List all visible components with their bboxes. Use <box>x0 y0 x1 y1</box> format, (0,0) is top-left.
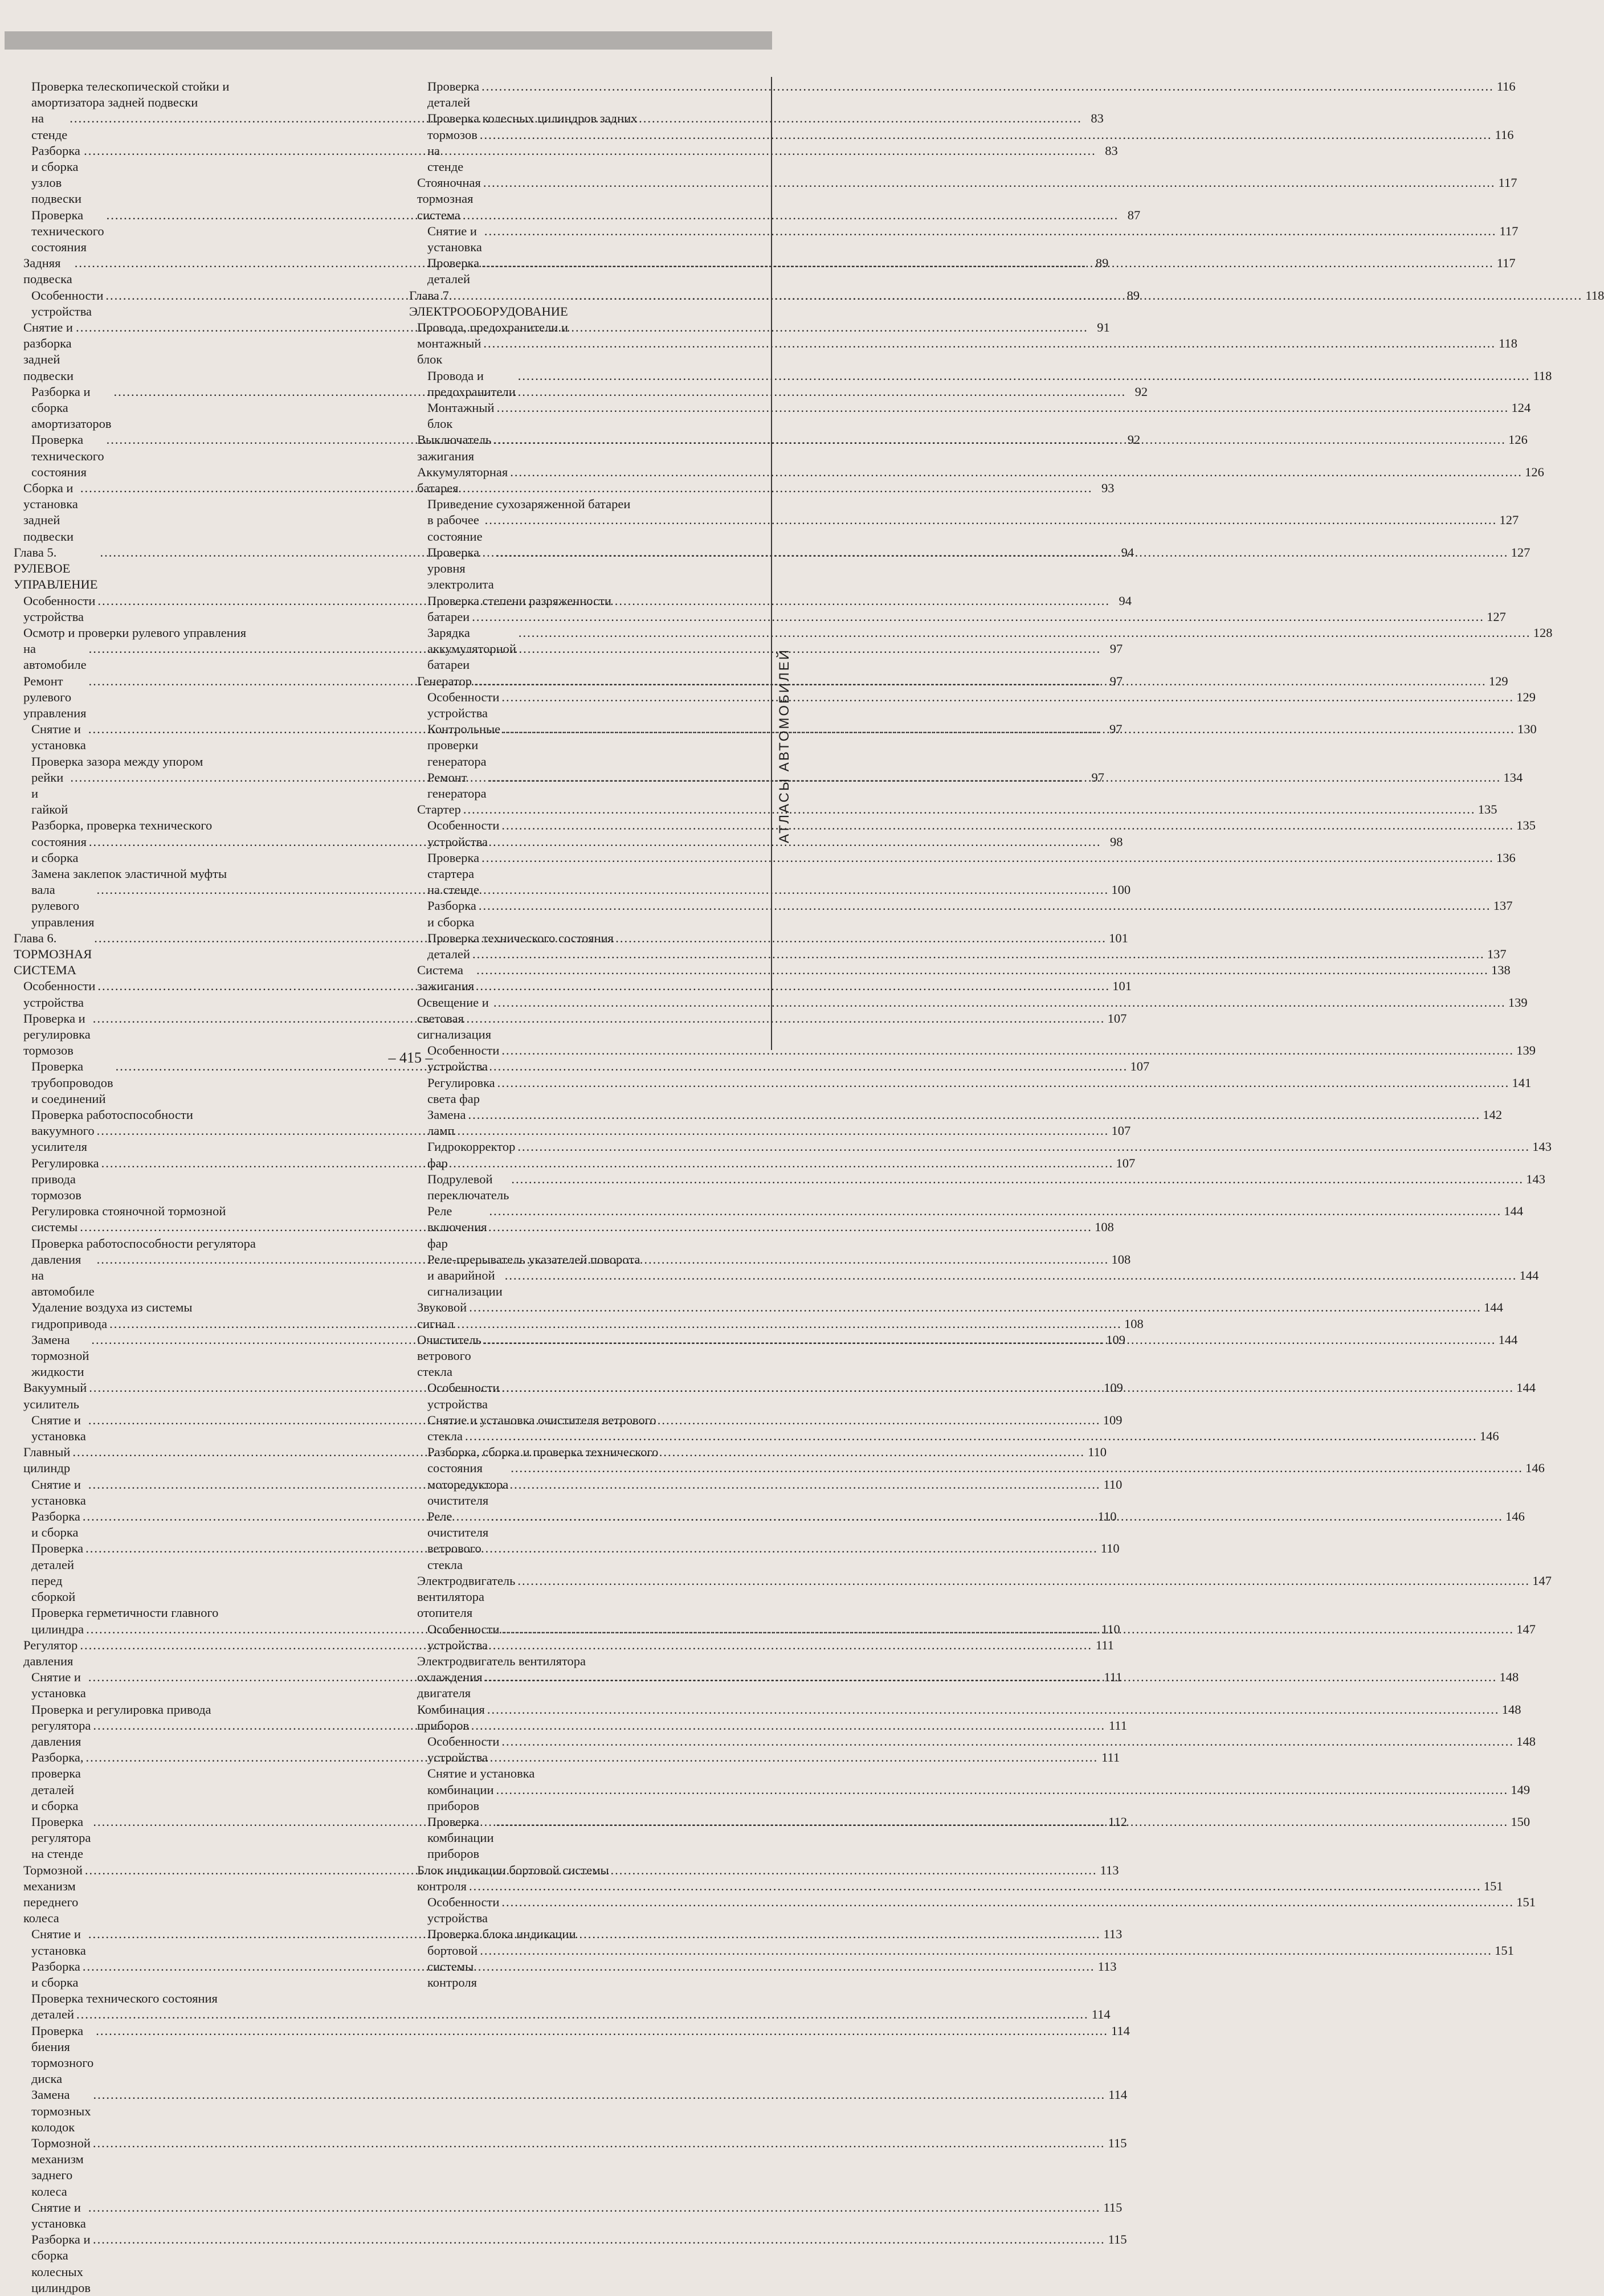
dot-leader <box>93 2232 1105 2248</box>
dot-leader <box>496 1814 1508 1830</box>
dot-leader <box>489 770 1501 786</box>
toc-entry-title-line: Комбинация приборов <box>417 1702 485 1733</box>
toc-page-number: 97 <box>1109 673 1123 688</box>
toc-entry-title-line: Разборка и сборка амортизаторов <box>31 384 112 431</box>
toc-entry <box>14 2200 1123 2232</box>
dot-leader <box>511 1171 1524 1187</box>
toc-entry-title-line: Снятие и установка <box>427 223 482 255</box>
toc-page-number: 110 <box>1088 1445 1107 1460</box>
toc-entry-title-line: давления на автомобиле <box>31 1252 95 1299</box>
toc-entry-title-line: Проверка и регулировка привода <box>31 1702 211 1717</box>
toc-entry-title-line: батареи <box>427 609 470 624</box>
toc-entry-title-line: стекла <box>427 1429 463 1444</box>
toc-entry-title-line: Проверка деталей <box>427 79 480 110</box>
toc-page-number: 117 <box>1499 223 1519 238</box>
toc-page-number: 107 <box>1107 1011 1127 1026</box>
toc-entry-title-line: Проверка технического состояния <box>31 1991 218 2006</box>
toc-entry-title-line: гидропривода <box>31 1316 108 1331</box>
toc-entry <box>409 1894 1536 1926</box>
toc-entry-title-line: Система зажигания <box>417 963 475 994</box>
toc-entry-title-line: Очиститель ветрового стекла <box>417 1332 481 1379</box>
toc-entry-title-line: Снятие и установка <box>31 1927 86 1958</box>
toc-entry-title-line: состояния моторедуктора очистителя <box>427 1461 509 1507</box>
toc-page-number: 110 <box>1100 1541 1120 1556</box>
toc-entry-title-line: деталей <box>31 2007 74 2022</box>
toc-entry-title-line: Глава 7. ЭЛЕКТРООБОРУДОВАНИЕ <box>409 288 568 318</box>
toc-entry-title-line: Сборка и установка задней подвески <box>23 481 78 544</box>
toc-page-number: 126 <box>1508 432 1528 447</box>
toc-entry-title-line: Проверка деталей <box>427 256 480 287</box>
dot-leader <box>484 223 1497 239</box>
toc-page-number: 98 <box>1110 834 1123 849</box>
toc-entry-title-line: Проверка технического состояния <box>31 207 104 255</box>
toc-page-number: 148 <box>1516 1734 1536 1748</box>
toc-entry-title-line: Приведение сухозаряженной батареи <box>427 497 631 512</box>
toc-page-number: 141 <box>1512 1075 1532 1090</box>
toc-page-number: 113 <box>1103 1927 1123 1942</box>
toc-entry-title-line: регулятора давления <box>31 1718 91 1748</box>
toc-entry-title-line: Провода и предохранители <box>427 368 516 399</box>
toc-page-number: 148 <box>1501 1702 1521 1717</box>
toc-page-number: 118 <box>1533 368 1552 383</box>
toc-entry <box>14 2023 1130 2087</box>
vertical-divider <box>771 77 772 1050</box>
dot-leader <box>485 1669 1497 1685</box>
toc-entry-title-line: Особенности устройства <box>427 1043 500 1074</box>
toc-entry-title-line: Проверка уровня электролита <box>427 545 494 592</box>
toc-entry-title-line: Проверка зазора между упором <box>31 754 203 769</box>
dot-leader <box>463 802 1476 818</box>
toc-entry-title-line: в рабочее состояние <box>427 513 483 544</box>
dot-leader <box>518 368 1530 384</box>
toc-page-number: 137 <box>1493 898 1513 913</box>
toc-entry <box>409 1171 1546 1203</box>
toc-page-number: 127 <box>1511 545 1530 559</box>
toc-page-number: 118 <box>1499 336 1517 351</box>
toc-entry-title-line: Удаление воздуха из системы <box>31 1300 193 1315</box>
toc-entry-title-line: монтажный блок <box>417 336 481 367</box>
dot-leader <box>465 1428 1478 1444</box>
dot-leader <box>517 1139 1530 1155</box>
toc-page-number: 92 <box>1134 384 1148 399</box>
toc-page-number: 100 <box>1111 883 1131 897</box>
header-band <box>5 31 772 50</box>
toc-entry-title-line: Проверка регулятора на стенде <box>31 1814 91 1861</box>
toc-entry-title-line: Особенности устройства <box>31 288 104 318</box>
toc-entry-title-line: Зарядка аккумуляторной батареи <box>427 625 516 672</box>
toc-entry-title-line: и аварийной сигнализации <box>427 1268 503 1299</box>
toc-entry-title-line: Проверка герметичности главного <box>31 1605 219 1620</box>
toc-entry <box>409 400 1531 432</box>
toc-entry-title-line: контроля <box>417 1878 467 1893</box>
toc-entry-title-line: Особенности устройства <box>23 979 96 1010</box>
toc-page-number: 147 <box>1532 1573 1552 1588</box>
dot-leader <box>517 1573 1530 1589</box>
toc-page-number: 115 <box>1103 2200 1123 2215</box>
toc-entry-title-line: Разборка и сборка <box>31 1959 80 1989</box>
toc-page-number: 114 <box>1111 2023 1130 2038</box>
dot-leader <box>474 673 1487 689</box>
toc-page-number: 118 <box>1585 288 1604 303</box>
toc-page-number: 137 <box>1487 946 1507 961</box>
toc-page-number: 94 <box>1121 545 1134 559</box>
toc-entry-title-line: Освещение и световая сигнализация <box>417 995 492 1041</box>
toc-page-number: 92 <box>1127 432 1141 447</box>
toc-page-number: 149 <box>1511 1782 1530 1797</box>
toc-entry <box>409 1573 1552 1621</box>
dot-leader <box>484 1332 1496 1348</box>
toc-entry-title-line: Проверка блока индикации <box>427 1927 576 1942</box>
toc-entry-title-line: деталей <box>427 946 470 961</box>
toc-entry-title-line: Проверка комбинации приборов <box>427 1814 494 1861</box>
toc-page-number: 135 <box>1516 818 1536 833</box>
toc-entry-title-line: Блок индикации бортовой системы <box>417 1862 609 1877</box>
toc-page-number: 109 <box>1103 1412 1123 1427</box>
toc-page-number: 144 <box>1519 1268 1539 1283</box>
dot-leader <box>469 1300 1481 1315</box>
toc-entry-title-line: Контрольные проверки генератора <box>427 722 501 769</box>
toc-page-number: 83 <box>1091 111 1104 126</box>
dot-leader <box>501 1621 1514 1637</box>
dot-leader <box>501 689 1514 705</box>
toc-entry-title-line: Электродвигатель вентилятора отопителя <box>417 1573 516 1620</box>
dot-leader <box>491 1509 1503 1525</box>
toc-page-number: 89 <box>1127 288 1140 303</box>
toc-page-number: 112 <box>1108 1814 1127 1829</box>
toc-entry-title-line: Проверка работоспособности регулятора <box>31 1236 256 1251</box>
toc-page-number: 146 <box>1479 1429 1499 1444</box>
toc-page-number: 109 <box>1104 1380 1123 1395</box>
dot-leader <box>501 818 1514 834</box>
toc-page-number: 136 <box>1496 850 1516 865</box>
toc-page-number: 139 <box>1508 995 1528 1010</box>
toc-entry <box>14 2135 1127 2200</box>
toc-entry-title-line: Регулировка привода тормозов <box>31 1155 99 1203</box>
toc-page-number: 151 <box>1483 1878 1503 1893</box>
toc-entry-title-line: охлаждения двигателя <box>417 1670 483 1701</box>
toc-entry-title-line: Снятие и разборка задней подвески <box>23 320 74 383</box>
toc-entry <box>409 79 1516 111</box>
toc-page-number: 135 <box>1478 802 1497 817</box>
dot-leader <box>469 1878 1481 1894</box>
dot-leader <box>510 464 1523 480</box>
toc-entry <box>409 898 1513 930</box>
toc-entry-title-line: Аккумуляторная батарея <box>417 464 508 496</box>
dot-leader <box>496 1782 1509 1798</box>
toc-entry-title-line: Снятие и установка <box>427 1766 535 1781</box>
toc-page-number: 128 <box>1533 625 1553 640</box>
toc-page-number: 115 <box>1108 2232 1127 2247</box>
toc-page-number: 108 <box>1124 1316 1144 1331</box>
toc-page-number: 101 <box>1112 979 1132 994</box>
toc-page-number: 110 <box>1103 1477 1123 1492</box>
toc-entry-title-line: Замена тормозной жидкости <box>31 1332 89 1379</box>
toc-page-number: 142 <box>1483 1108 1503 1122</box>
series-side-label: АТЛАСЫ АВТОМОБИЛЕЙ <box>777 648 792 843</box>
toc-page-number: 150 <box>1511 1814 1530 1829</box>
dot-leader <box>503 721 1515 737</box>
toc-page-number: 114 <box>1108 2087 1128 2102</box>
toc-page-number: 111 <box>1095 1637 1114 1652</box>
dot-leader <box>88 2200 1101 2216</box>
toc-entry-title-line: Разборка и сборка узлов подвески <box>31 143 82 206</box>
toc-entry-title-line: Осмотр и проверки рулевого управления <box>23 625 247 640</box>
dot-leader <box>481 79 1494 95</box>
toc-page-number: 110 <box>1101 1621 1120 1636</box>
toc-entry-title-line: Снятие и установка <box>31 1412 86 1444</box>
toc-entry-title-line: Проверка телескопической стойки и <box>31 79 230 93</box>
dot-leader <box>472 946 1485 962</box>
toc-page-number: 146 <box>1525 1461 1545 1476</box>
toc-entry-title-line: Особенности устройства <box>427 1380 500 1411</box>
toc-page-number: 138 <box>1491 963 1511 978</box>
toc-page-number: 129 <box>1488 673 1508 688</box>
toc-page-number: 107 <box>1116 1155 1136 1170</box>
toc-page-number: 97 <box>1091 770 1104 785</box>
toc-entry-title-line: Снятие и установка <box>31 1670 86 1701</box>
toc-entry-title-line: цилиндра <box>31 1621 84 1636</box>
toc-entry-title-line: Особенности устройства <box>427 818 500 849</box>
toc-entry-title-line: амортизатора задней подвески <box>31 95 198 110</box>
dot-leader <box>501 1894 1514 1910</box>
toc-entry-title-line: Разборка, проверка деталей и сборка <box>31 1750 84 1813</box>
toc-entry <box>409 1075 1532 1107</box>
toc-page-number: 93 <box>1101 481 1115 496</box>
dot-leader <box>489 1203 1501 1219</box>
toc-entry <box>409 802 1497 818</box>
toc-page-number: 144 <box>1516 1380 1536 1395</box>
toc-page-number: 87 <box>1127 207 1141 222</box>
toc-page-number: 101 <box>1109 930 1128 945</box>
toc-page-number: 116 <box>1495 127 1514 142</box>
toc-entry-title-line: Реле-прерыватель указателей поворота <box>427 1252 640 1267</box>
toc-entry <box>409 223 1519 255</box>
toc-entry-title-line: Глава 5. РУЛЕВОЕ УПРАВЛЕНИЕ <box>14 545 98 592</box>
dot-leader <box>501 1380 1514 1396</box>
toc-entry-title-line: Проверка степени разряженности <box>427 593 611 608</box>
toc-entry-title-line: Снятие и установка <box>31 2200 86 2231</box>
toc-page-number: 108 <box>1095 1220 1114 1235</box>
toc-entry-title-line: на автомобиле <box>23 642 87 672</box>
toc-page-number: 115 <box>1108 2136 1127 2150</box>
toc-entry-title-line: Проверка колесных цилиндров задних <box>427 111 638 126</box>
dot-leader <box>481 850 1494 866</box>
toc-page-number: 109 <box>1106 1332 1126 1347</box>
toc-entry-title-line: Проверка биения тормозного диска <box>31 2023 94 2086</box>
toc-entry-title-line: Провода, предохранители и <box>417 320 568 335</box>
toc-entry-title-line: Проверка работоспособности <box>31 1108 193 1122</box>
toc-entry-title-line: Тормозной механизм переднего колеса <box>23 1862 83 1926</box>
toc-entry-title-line: системы <box>31 1220 78 1235</box>
toc-page-number: 108 <box>1111 1252 1131 1267</box>
dot-leader <box>472 609 1484 625</box>
toc-page-number: 151 <box>1516 1894 1536 1909</box>
dot-leader <box>483 336 1496 352</box>
toc-page-number: 129 <box>1516 689 1536 704</box>
dot-leader <box>93 2135 1105 2151</box>
toc-entry-title-line: Проверка технического состояния <box>31 432 104 479</box>
toc-page-number: 126 <box>1525 464 1544 479</box>
toc-entry-title-line: Разборка и сборка колесных цилиндров <box>31 2232 91 2295</box>
toc-page-number: 114 <box>1091 2007 1111 2022</box>
toc-entry-title-line: Особенности устройства <box>427 1894 500 1926</box>
dot-leader <box>483 175 1496 191</box>
dot-leader <box>493 995 1506 1011</box>
toc-page-number: 127 <box>1487 609 1506 624</box>
toc-entry-title-line: Разборка, проверка технического <box>31 818 213 833</box>
toc-page-number: 148 <box>1499 1670 1519 1685</box>
toc-page-number: 113 <box>1097 1959 1117 1974</box>
toc-entry-title-line: Вакуумный усилитель <box>23 1380 87 1411</box>
toc-entry-title-line: Проверка стартера на стенде <box>427 850 480 897</box>
toc-entry-title-line: Реле очистителя ветрового стекла <box>427 1509 489 1572</box>
toc-entry-title-line: Генератор <box>417 673 472 688</box>
toc-page-number: 116 <box>1496 79 1516 93</box>
toc-page-number: 127 <box>1499 513 1519 528</box>
dot-leader <box>497 1075 1510 1091</box>
toc-entry-title-line: Электродвигатель вентилятора <box>417 1653 586 1668</box>
toc-page-number: 91 <box>1097 320 1110 335</box>
toc-entry-title-line: Особенности устройства <box>427 1734 500 1765</box>
toc-entry-title-line: Регулировка стояночной тормозной <box>31 1204 226 1219</box>
dot-leader <box>480 127 1492 143</box>
toc-page-number: 89 <box>1095 256 1109 271</box>
toc-entry-title-line: Стартер <box>417 802 461 817</box>
toc-entry-title-line: рейки и гайкой <box>31 770 68 817</box>
toc-page-number: 111 <box>1104 1670 1123 1685</box>
toc-page-number: 143 <box>1532 1139 1552 1154</box>
toc-entry-title-line: Выключатель зажигания <box>417 432 492 463</box>
toc-entry-title-line: Замена ламп <box>427 1108 466 1138</box>
toc-page-number: 107 <box>1111 1124 1131 1138</box>
dot-leader <box>505 1268 1517 1284</box>
toc-entry <box>409 1766 1530 1814</box>
toc-entry-title-line: Глава 6. ТОРМОЗНАЯ СИСТЕМА <box>14 930 92 978</box>
toc-page-number: 144 <box>1504 1204 1524 1219</box>
dot-leader <box>493 432 1506 448</box>
dot-leader <box>501 1734 1514 1750</box>
toc-entry-title-line: вакуумного усилителя <box>31 1124 95 1154</box>
toc-page-number: 94 <box>1119 593 1132 608</box>
dot-leader <box>468 1107 1481 1123</box>
toc-entry-title-line: Проверка трубопроводов и соединений <box>31 1059 113 1106</box>
toc-entry-title-line: Разборка и сборка <box>427 898 476 929</box>
toc-entry-title-line: Снятие и установка <box>31 1477 86 1507</box>
dot-leader <box>511 1460 1523 1476</box>
toc-entry-title-line: Тормозной механизм заднего колеса <box>31 2136 91 2199</box>
toc-entry-title-line: Регулировка света фар <box>427 1075 495 1106</box>
toc-entry-title-line: Замена тормозных колодок <box>31 2087 91 2134</box>
toc-entry-title-line: Разборка, сборка и проверка технического <box>427 1445 659 1460</box>
dot-leader <box>76 2007 1089 2023</box>
toc-entry-title-line: Гидрокорректор фар <box>427 1139 516 1170</box>
toc-entry-title-line: Проверка и регулировка тормозов <box>23 1011 91 1058</box>
toc-entry-title-line: Замена заклепок эластичной муфты <box>31 866 227 881</box>
toc-page-number: 144 <box>1484 1300 1503 1315</box>
toc-entry <box>409 689 1536 721</box>
dot-leader <box>93 2087 1105 2103</box>
toc-page-number: 130 <box>1517 722 1537 737</box>
toc-entry-title-line: Разборка и сборка <box>31 1509 80 1540</box>
page-number: – 415 – <box>388 1049 433 1066</box>
dot-leader <box>487 1702 1500 1718</box>
toc-entry-title-line: Стояночная тормозная система <box>417 175 481 222</box>
toc-entry-title-line: Особенности устройства <box>23 593 96 624</box>
toc-page-number: 111 <box>1101 1750 1120 1765</box>
toc-entry-title-line: Реле включения фар <box>427 1204 487 1251</box>
toc-entry-title-line: Особенности устройства <box>427 1621 500 1652</box>
toc-entry-title-line: Проверка технического состояния <box>427 930 614 945</box>
dot-leader <box>570 288 1583 304</box>
dot-leader <box>496 545 1509 561</box>
toc-page-number: 139 <box>1516 1043 1536 1058</box>
toc-page-number: 111 <box>1108 1718 1127 1733</box>
toc-page-number: 151 <box>1495 1943 1514 1958</box>
toc-page-number: 117 <box>1496 256 1516 271</box>
toc-entry-title-line: Ремонт рулевого управления <box>23 673 87 720</box>
toc-page-number: 83 <box>1105 143 1118 158</box>
toc-page-number: 113 <box>1100 1862 1119 1877</box>
dot-leader <box>476 962 1489 978</box>
toc-page-number: 143 <box>1526 1171 1546 1186</box>
toc-entry-title-line: Регулятор давления <box>23 1637 78 1668</box>
toc-entry-title-line: Снятие и установка очистителя ветрового <box>427 1412 656 1427</box>
toc-entry-title-line: Проверка деталей перед сборкой <box>31 1541 84 1604</box>
toc-entry-title-line: Подрулевой переключатель <box>427 1171 509 1203</box>
toc-entry-title-line: тормозов на стенде <box>427 127 477 174</box>
toc-page-number: 134 <box>1503 770 1523 785</box>
toc-entry-title-line: бортовой системы контроля <box>427 1943 478 1989</box>
dot-leader <box>479 898 1491 914</box>
toc-page-number: 147 <box>1516 1621 1536 1636</box>
toc-entry <box>409 496 1519 545</box>
toc-entry-title-line: Снятие и установка <box>31 722 86 753</box>
toc-page-number: 146 <box>1505 1509 1525 1524</box>
toc-page-number: 97 <box>1109 722 1123 737</box>
toc-entry <box>14 1991 1111 2023</box>
toc-entry-title-line: состояния и сборка <box>31 834 87 865</box>
toc-entry-title-line: вала рулевого управления <box>31 883 95 929</box>
toc-page-number: 107 <box>1130 1059 1150 1074</box>
toc-page-number: 144 <box>1498 1332 1518 1347</box>
dot-leader <box>485 512 1497 528</box>
toc-entry-title-line: комбинации приборов <box>427 1782 494 1813</box>
dot-leader <box>519 625 1531 641</box>
toc-entry-title-line: Задняя подвеска <box>23 256 72 287</box>
toc-page-number: 97 <box>1109 642 1123 656</box>
toc-page-number: 110 <box>1097 1509 1117 1524</box>
toc-entry <box>14 2087 1128 2135</box>
dot-leader <box>481 255 1494 271</box>
toc-entry-title-line: Монтажный блок <box>427 401 495 431</box>
dot-leader <box>497 400 1509 416</box>
toc-entry-title-line: Главный цилиндр <box>23 1445 71 1476</box>
toc-entry-title-line: на стенде <box>31 111 68 142</box>
toc-entry <box>14 2232 1127 2296</box>
toc-entry-title-line: Ремонт генератора <box>427 770 487 800</box>
toc-page-number: 124 <box>1511 401 1531 415</box>
toc-entry-title-line: Особенности устройства <box>427 689 500 720</box>
toc-page-number: 117 <box>1498 175 1517 190</box>
dot-leader <box>480 1943 1492 1959</box>
dot-leader <box>96 2023 1108 2039</box>
toc-entry-title-line: Звуковой сигнал <box>417 1300 467 1331</box>
